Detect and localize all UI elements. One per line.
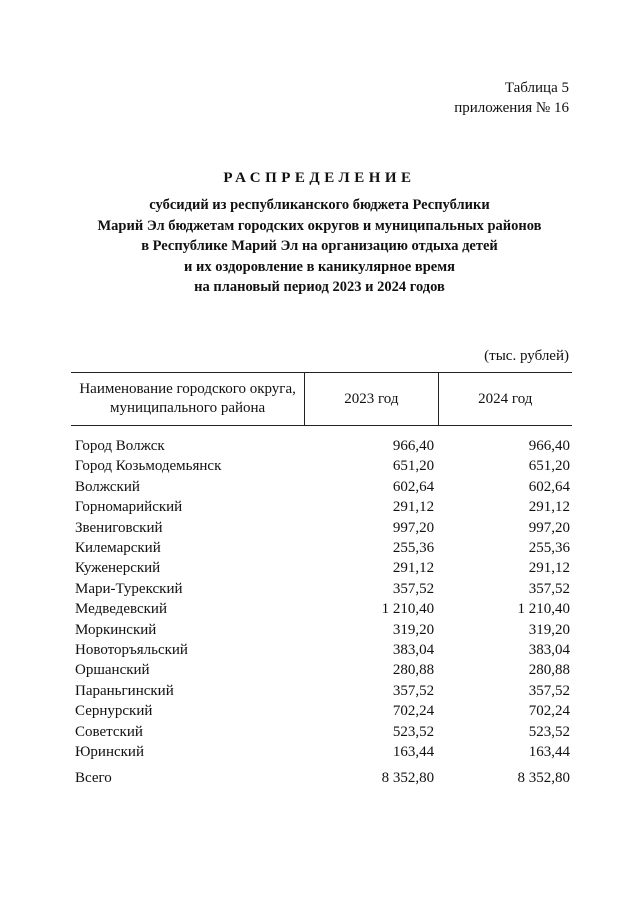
table-row [71, 497, 572, 517]
value-2024-cell: 997,20 [528, 519, 570, 536]
value-2024-cell: 255,36 [528, 540, 570, 557]
value-2024-cell: 291,12 [528, 499, 570, 516]
value-2024-cell: 1 210,40 [517, 601, 570, 618]
district-name-cell: Волжский [75, 478, 140, 495]
district-name-cell: Оршанский [75, 662, 150, 679]
district-name-cell: Город Козьмодемьянск [75, 458, 222, 475]
distribution-table [71, 372, 572, 788]
district-name-cell: Город Волжск [75, 438, 165, 454]
subtitle-line: субсидий из республиканского бюджета Республики [149, 197, 490, 213]
value-2023-cell: 280,88 [392, 662, 435, 679]
table-body [71, 426, 572, 788]
district-name-cell: Всего [75, 769, 112, 786]
table-row [71, 558, 572, 578]
header-2023: 2023 год [305, 373, 438, 426]
table-row [71, 722, 572, 742]
value-2023-cell: 651,20 [392, 458, 435, 475]
value-2023-cell: 357,52 [392, 580, 435, 597]
district-name-cell: Медведевский [75, 601, 167, 618]
subtitle-line: и их оздоровление в каникулярное время [184, 258, 455, 275]
appendix-number: приложения № 16 [454, 100, 569, 116]
document-heading [0, 170, 639, 298]
value-2023-cell: 523,52 [392, 723, 435, 740]
value-2023-cell: 163,44 [392, 744, 435, 761]
district-name-cell: Советский [75, 723, 143, 740]
subtitle-line: Марий Эл бюджетам городских округов и муниципальных районов [97, 217, 542, 234]
table-number: Таблица 5 [504, 80, 569, 96]
table-row [71, 426, 572, 457]
value-2024-cell: 966,40 [528, 438, 570, 454]
value-2023-cell: 291,12 [392, 560, 435, 577]
document-title: РАСПРЕДЕЛЕНИЕ [223, 170, 416, 186]
value-2024-cell: 357,52 [528, 580, 570, 597]
value-2024-cell: 357,52 [528, 682, 570, 699]
header-name-line: Наименование городского округа, [79, 381, 296, 397]
value-2023-cell: 319,20 [392, 621, 435, 638]
district-name-cell: Мари-Турекский [75, 580, 183, 597]
district-name-cell: Сернурский [75, 703, 153, 720]
value-2023-cell: 602,64 [392, 478, 435, 495]
value-2024-cell: 8 352,80 [517, 769, 570, 786]
table-row [71, 640, 572, 660]
subtitle-line: на плановый период 2023 и 2024 годов [194, 279, 445, 295]
value-2024-cell: 291,12 [528, 560, 570, 577]
value-2024-cell: 163,44 [528, 744, 570, 761]
value-2024-cell: 602,64 [528, 478, 570, 495]
units-note: (тыс. рублей) [484, 348, 569, 364]
table-header-row [71, 373, 572, 426]
value-2023-cell: 383,04 [392, 642, 435, 659]
value-2023-cell: 966,40 [392, 438, 435, 454]
total-row [71, 763, 572, 788]
district-name-cell: Параньгинский [75, 682, 174, 699]
value-2024-cell: 319,20 [528, 621, 570, 638]
table-row [71, 742, 572, 762]
district-name-cell: Звениговский [75, 519, 163, 536]
value-2023-cell: 8 352,80 [381, 769, 435, 786]
value-2023-cell: 702,24 [392, 703, 435, 720]
value-2023-cell: 1 210,40 [381, 601, 435, 618]
value-2023-cell: 997,20 [392, 519, 435, 536]
table-row [71, 538, 572, 558]
subtitle-line: в Республике Марий Эл на организацию отдыха детей [141, 238, 498, 254]
header-name [71, 373, 305, 426]
table-row [71, 477, 572, 497]
header-2024: 2024 год [438, 373, 572, 426]
value-2024-cell: 702,24 [528, 703, 570, 720]
value-2024-cell: 383,04 [528, 642, 570, 659]
table-row [71, 518, 572, 538]
table-row [71, 701, 572, 721]
table-row [71, 599, 572, 619]
value-2024-cell: 651,20 [528, 458, 570, 475]
value-2024-cell: 280,88 [528, 662, 570, 679]
table-row [71, 681, 572, 701]
district-name-cell: Килемарский [75, 540, 161, 557]
value-2023-cell: 255,36 [392, 540, 435, 557]
value-2023-cell: 291,12 [392, 499, 435, 516]
header-name-line: муниципального района [110, 400, 266, 416]
value-2024-cell: 523,52 [528, 723, 570, 740]
district-name-cell: Юринский [75, 744, 144, 761]
table-row [71, 660, 572, 680]
table-row [71, 620, 572, 640]
table-row [71, 456, 572, 476]
appendix-reference [454, 78, 569, 118]
district-name-cell: Горномарийский [75, 499, 183, 516]
district-name-cell: Куженерский [75, 560, 161, 577]
table-row [71, 579, 572, 599]
district-name-cell: Моркинский [75, 621, 157, 638]
district-name-cell: Новоторъяльский [75, 642, 188, 659]
value-2023-cell: 357,52 [392, 682, 435, 699]
